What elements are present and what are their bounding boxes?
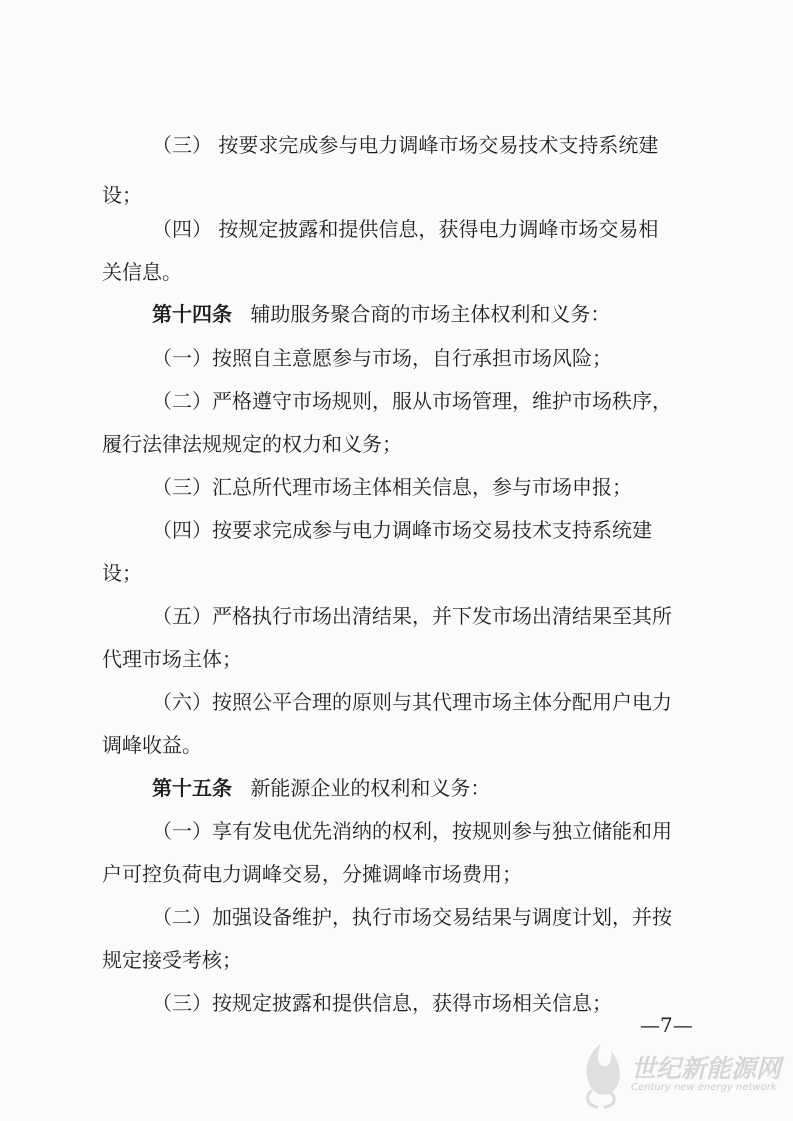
article-text: 新能源企业的权利和义务： <box>250 776 491 800</box>
paragraph-line: （六）按照公平合理的原则与其代理市场主体分配用户电力 <box>152 690 672 714</box>
article-line <box>152 774 490 802</box>
flame-logo-icon <box>573 1039 629 1111</box>
paragraph-line: （五）严格执行市场出清结果，并下发市场出清结果至其所 <box>152 604 672 628</box>
paragraph-line: （三）按规定披露和提供信息，获得市场相关信息； <box>152 991 612 1015</box>
paragraph-line: （一）享有发电优先消纳的权利，按规则参与独立储能和用 <box>152 819 672 843</box>
paragraph-line: （四） 按规定披露和提供信息，获得电力调峰市场交易相 <box>152 217 659 241</box>
article-title: 第十四条 <box>152 302 232 326</box>
paragraph-line: （三） 按要求完成参与电力调峰市场交易技术支持系统建 <box>152 133 659 157</box>
paragraph-line: 设； <box>102 183 142 207</box>
paragraph-line: （三）汇总所代理市场主体相关信息，参与市场申报； <box>152 475 632 499</box>
paragraph-line: 调峰收益。 <box>102 733 202 757</box>
paragraph-line: 履行法律法规规定的权力和义务； <box>102 432 402 456</box>
page-number: —7— <box>640 1013 693 1037</box>
paragraph-line: 规定接受考核； <box>102 948 242 972</box>
paragraph-line: （二）加强设备维护，执行市场交易结果与调度计划，并按 <box>152 905 672 929</box>
paragraph-line: 关信息。 <box>102 260 182 284</box>
article-text: 辅助服务聚合商的市场主体权利和义务： <box>250 302 611 326</box>
paragraph-line: 代理市场主体； <box>102 647 242 671</box>
article-line <box>152 300 610 328</box>
paragraph-line: （二）严格遵守市场规则，服从市场管理，维护市场秩序， <box>152 389 672 413</box>
paragraph-line: 户可控负荷电力调峰交易，分摊调峰市场费用； <box>102 862 522 886</box>
watermark-subtitle: Century new energy network <box>631 1082 777 1093</box>
article-title: 第十五条 <box>152 776 232 800</box>
watermark-title: 世纪新能源网 <box>631 1054 782 1083</box>
paragraph-line: （一）按照自主意愿参与市场，自行承担市场风险； <box>152 346 612 370</box>
paragraph-line: （四）按要求完成参与电力调峰市场交易技术支持系统建 <box>152 518 652 542</box>
paragraph-line: 设； <box>102 561 142 585</box>
watermark <box>573 1039 783 1111</box>
